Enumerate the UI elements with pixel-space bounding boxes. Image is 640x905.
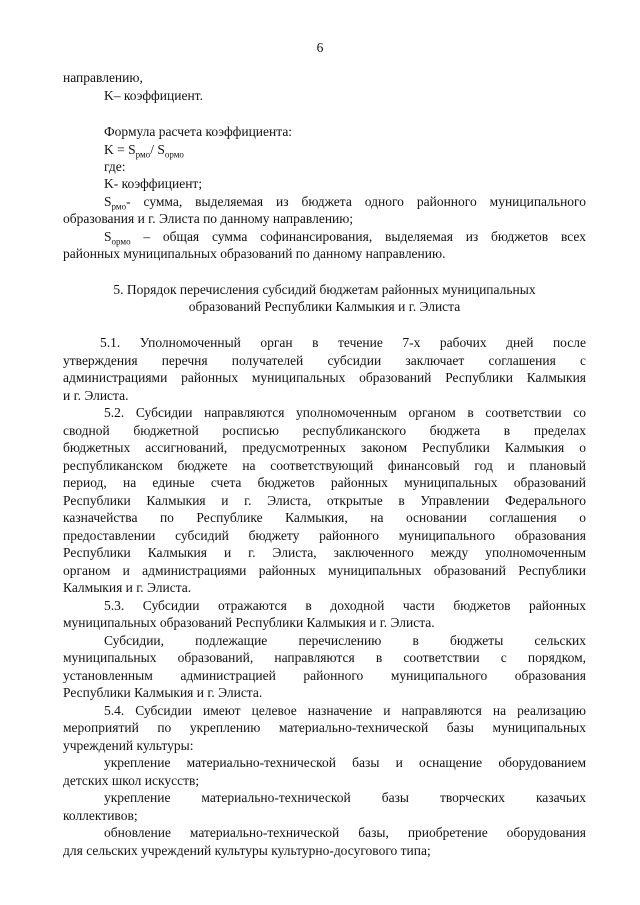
p5-2-line-9: Республики Калмыкия и г. Элиста, заключенного между уполномоченным: [63, 545, 586, 560]
p5-2-line-8: предоставлении субсидий бюджету районного муниципального образования: [63, 528, 586, 543]
p5-2-line-2: сводной бюджетной росписью республиканского бюджета в пределах: [63, 423, 586, 438]
p5-1-line-4: и г. Элиста.: [63, 388, 129, 403]
formula-slash: / S: [150, 142, 165, 157]
p5-3b-line-4: Республики Калмыкия и г. Элиста.: [63, 685, 263, 700]
p5-3b-line-1: Субсидии, подлежащие перечислению в бюджеты сельских: [104, 633, 586, 648]
p5-4-line-1: 5.4. Субсидии имеют целевое назначение и направляются на реализацию: [104, 703, 586, 718]
intro-line-2: K– коэффициент.: [104, 88, 203, 103]
def-srmo-line-2: образования и г. Элиста по данному направлению;: [63, 211, 354, 226]
p5-1-line-1: 5.1. Уполномоченный орган в течение 7-х рабочих дней после: [100, 335, 586, 350]
def-srmo-line-1: [104, 193, 586, 211]
def-srmo-text: - сумма, выделяемая из бюджета одного районного муниципального: [126, 194, 586, 209]
item3-line-1: обновление материально-технической базы, приобретение оборудования: [104, 825, 586, 840]
item2-line-2: коллективов;: [63, 808, 138, 823]
formula-expression: [104, 141, 586, 159]
item2-line-1: укрепление материально-технической базы творческих казачьих: [104, 790, 586, 805]
formula-k-definition: K- коэффициент;: [104, 176, 203, 191]
def-srmo-sub: рмо: [111, 201, 127, 212]
section-5-title-line-2: образований Республики Калмыкия и г. Элиста: [188, 299, 461, 314]
formula-heading: Формула расчета коэффициента:: [104, 124, 293, 139]
p5-2-line-3: бюджетных ассигнований, предусмотренных законом Республики Калмыкия о: [63, 440, 586, 455]
def-sormo-text: – общая сумма софинансирования, выделяемая из бюджетов всех: [130, 229, 586, 244]
section-5-title-line-1: 5. Порядок перечисления субсидий бюджетам районных муниципальных: [113, 282, 536, 297]
p5-2-line-10: органом и администрациями районных муниципальных образований Республики: [63, 563, 586, 578]
p5-2-line-1: 5.2. Субсидии направляются уполномоченным органом в соответствии со: [104, 405, 586, 420]
p5-3-line-1: 5.3. Субсидии отражаются в доходной части бюджетов районных: [104, 598, 586, 613]
item1-line-1: укрепление материально-технической базы и оснащение оборудованием: [104, 755, 586, 770]
intro-line-1: направлению,: [63, 70, 143, 85]
formula-where: где:: [104, 159, 126, 174]
item1-line-2: детских школ искусств;: [63, 773, 200, 788]
def-srmo-symbol: S: [104, 194, 112, 209]
p5-2-line-4: республиканском бюджете на соответствующий финансовый год и плановый: [63, 458, 586, 473]
item3-line-2: для сельских учреждений культуры культурно-досугового типа;: [63, 843, 431, 858]
formula-sub-ormo: ормо: [164, 149, 184, 160]
def-sormo-line-2: районных муниципальных образований по данному направлению.: [63, 246, 446, 261]
p5-3b-line-2: муниципальных образований, направляются в соответствии с порядком,: [63, 650, 586, 665]
p5-2-line-5: период, на единые счета бюджетов районных муниципальных образований: [63, 475, 586, 490]
formula-sub-rmo: рмо: [135, 149, 151, 160]
def-sormo-symbol: S: [104, 229, 112, 244]
p5-2-line-7: казначейства по Республике Калмыкия, на основании соглашения о: [63, 510, 586, 525]
def-sormo-line-1: [104, 228, 586, 246]
p5-2-line-11: Калмыкия и г. Элиста.: [63, 580, 192, 595]
p5-4-line-2: мероприятий по укреплению материально-технической базы муниципальных: [63, 720, 586, 735]
p5-2-line-6: Республики Калмыкия и г. Элиста, открытые в Управлении Федерального: [63, 493, 586, 508]
p5-3b-line-3: установленным администрацией районного муниципального образования: [63, 668, 586, 683]
p5-1-line-2: утверждения перечня получателей субсидии заключает соглашения с: [63, 353, 586, 368]
formula-k: K = S: [104, 142, 136, 157]
p5-3-line-2: муниципальных образований Республики Калмыкия и г. Элиста.: [63, 615, 435, 630]
p5-1-line-3: администрациями районных муниципальных образований Республики Калмыкия: [63, 370, 586, 385]
p5-4-line-3: учреждений культуры:: [63, 738, 194, 753]
def-sormo-sub: ормо: [111, 236, 131, 247]
page-number: 6: [316, 40, 324, 55]
